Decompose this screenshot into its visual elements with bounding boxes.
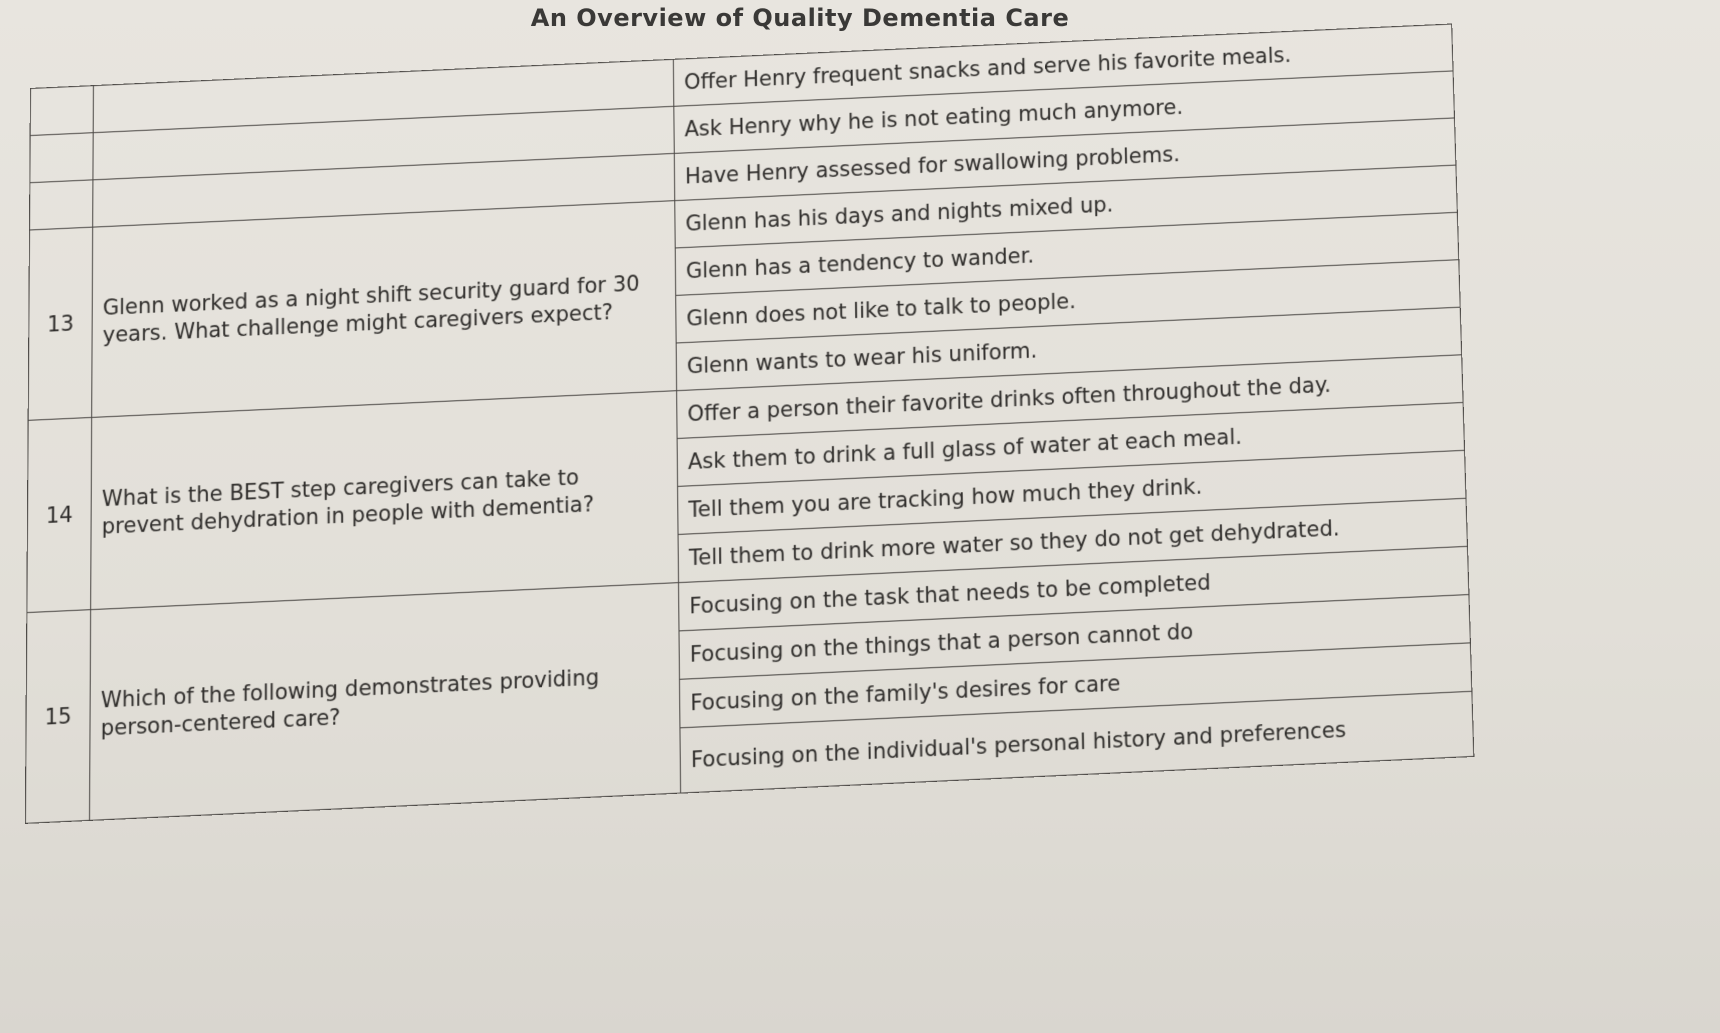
answer-option[interactable]: Offer a person their favorite drinks often throughout the day.: [677, 355, 1463, 439]
question-number-cell: [30, 180, 93, 230]
answer-option[interactable]: Glenn wants to wear his uniform.: [676, 307, 1462, 391]
document-title: An Overview of Quality Dementia Care: [530, 4, 1070, 32]
question-number: 15: [25, 610, 90, 824]
answer-option[interactable]: Focusing on the things that a person cannot do: [679, 595, 1470, 680]
answer-option[interactable]: Glenn has a tendency to wander.: [675, 212, 1459, 295]
answer-option[interactable]: Tell them you are tracking how much they drink.: [678, 450, 1466, 534]
question-text: Glenn worked as a night shift security guard for 30 years. What challenge might caregivers expect?: [92, 201, 677, 418]
question-text: What is the BEST step caregivers can take to prevent dehydration in people with dementia?: [91, 391, 679, 610]
quiz-table: [25, 24, 1475, 824]
answer-option[interactable]: Have Henry assessed for swallowing problems.: [674, 118, 1456, 201]
answer-option[interactable]: Focusing on the task that needs to be completed: [679, 546, 1469, 631]
question-number-cell: [30, 86, 93, 136]
answer-option[interactable]: Offer Henry frequent snacks and serve his favorite meals.: [673, 24, 1453, 106]
answer-option[interactable]: Ask them to drink a full glass of water at each meal.: [677, 402, 1464, 486]
question-number: 14: [27, 417, 92, 612]
question-number: 13: [28, 227, 92, 420]
answer-option[interactable]: Focusing on the individual's personal history and preferences: [680, 691, 1474, 793]
answer-option[interactable]: Ask Henry why he is not eating much anymore.: [674, 71, 1455, 153]
answer-option[interactable]: Glenn has his days and nights mixed up.: [675, 165, 1458, 248]
answer-option[interactable]: Tell them to drink more water so they do not get dehydrated.: [678, 498, 1467, 582]
answer-option[interactable]: Focusing on the family's desires for care: [679, 643, 1471, 728]
question-text: Which of the following demonstrates providing person-centered care?: [90, 583, 681, 821]
question-number-cell: [30, 133, 93, 183]
quiz-sheet: [25, 24, 1475, 824]
answer-option[interactable]: Glenn does not like to talk to people.: [676, 260, 1461, 343]
